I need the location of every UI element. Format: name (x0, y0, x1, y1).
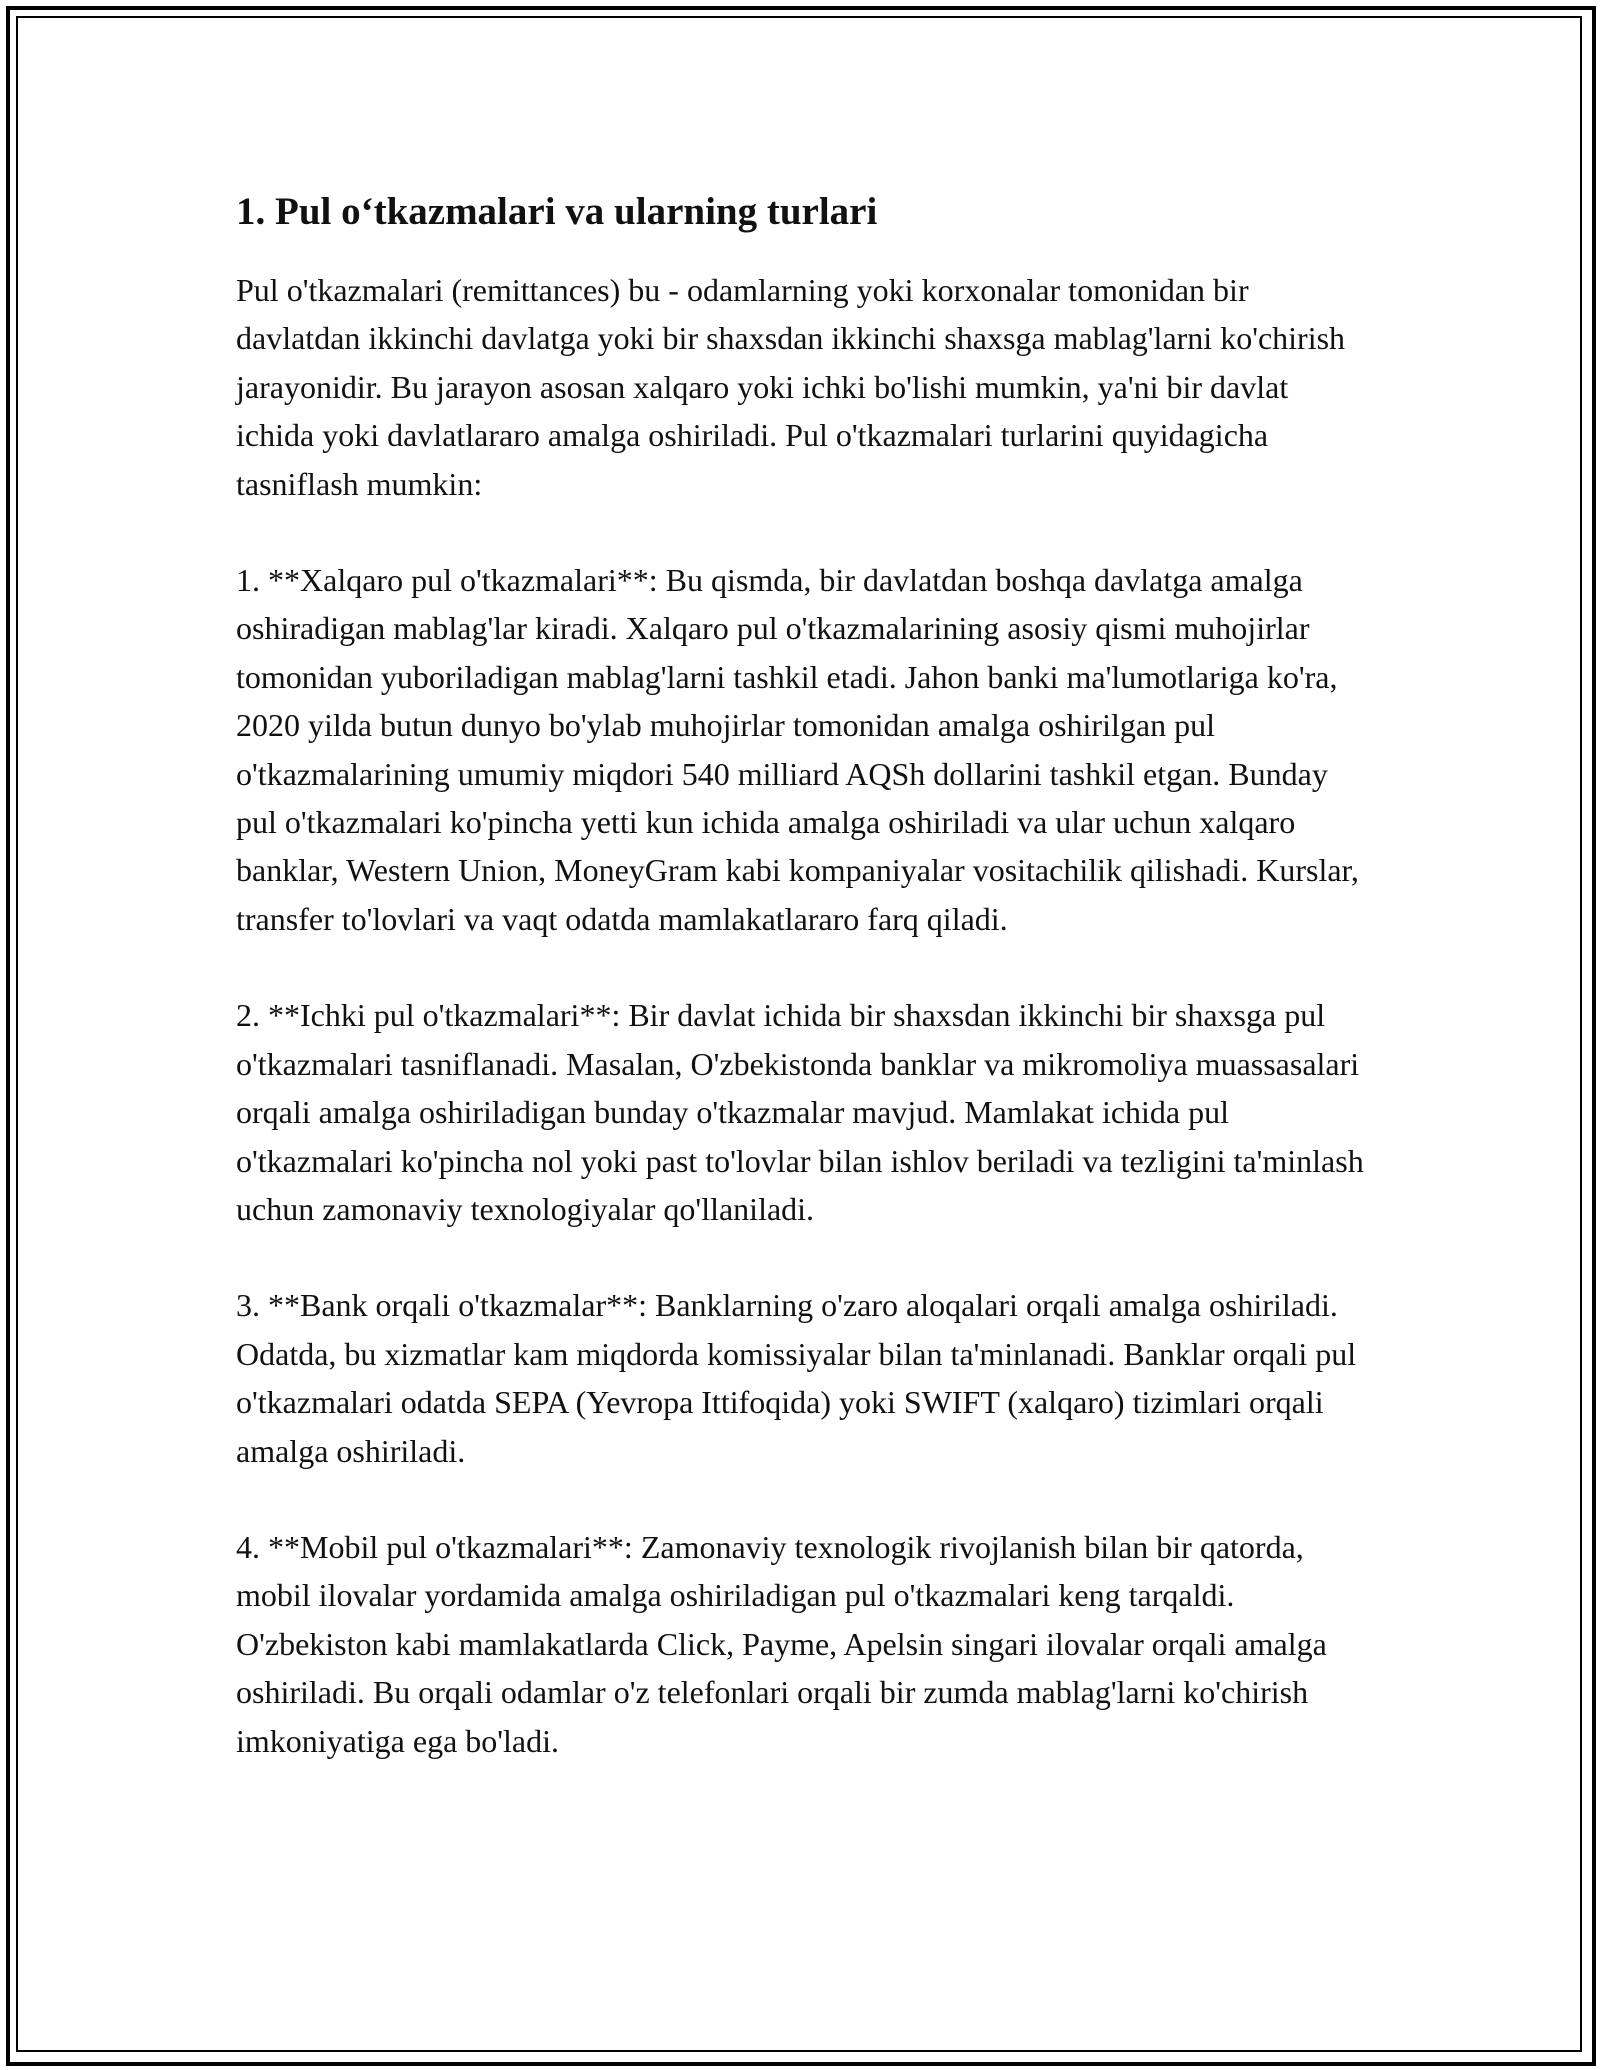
document-body (236, 188, 1366, 1813)
paragraph-domestic-transfers: 2. **Ichki pul o'tkazmalari**: Bir davlat ichida bir shaxsdan ikkinchi bir shaxsga pul o'tkazmalari tasniflanadi. Masalan, O'zbekistonda banklar va mikromoliya muassasalari orqali amalga oshiriladigan bunday o'tkazmalar mavjud. Mamlakat ichida pul o'tkazmalari ko'pincha nol yoki past to'lovlar bilan ishlov beriladi va tezligini ta'minlash uchun zamonaviy texnologiyalar qo'llaniladi. (236, 997, 1364, 1227)
paragraph-international-transfers: 1. **Xalqaro pul o'tkazmalari**: Bu qismda, bir davlatdan boshqa davlatga amalga oshiradigan mablag'lar kiradi. Xalqaro pul o'tkazmalarining asosiy qismi muhojirlar tomonidan yuboriladigan mablag'larni tashkil etadi. Jahon banki ma'lumotlariga ko'ra, 2020 yilda butun dunyo bo'ylab muhojirlar tomonidan amalga oshirilgan pul o'tkazmalarining umumiy miqdori 540 milliard AQSh dollarini tashkil etgan. Bunday pul o'tkazmalari ko'pincha yetti kun ichida amalga oshiriladi va ular uchun xalqaro banklar, Western Union, MoneyGram kabi kompaniyalar vositachilik qilishadi. Kurslar, transfer to'lovlari va vaqt odatda mamlakatlararo farq qiladi. (236, 562, 1359, 937)
paragraph-bank-transfers: 3. **Bank orqali o'tkazmalar**: Banklarning o'zaro aloqalari orqali amalga oshiriladi. Odatda, bu xizmatlar kam miqdorda komissiyalar bilan ta'minlanadi. Banklar orqali pul o'tkazmalari odatda SEPA (Yevropa Ittifoqida) yoki SWIFT (xalqaro) tizimlari orqali amalga oshiriladi. (236, 1287, 1357, 1469)
intro-paragraph: Pul o'tkazmalari (remittances) bu - odamlarning yoki korxonalar tomonidan bir davlatdan ikkinchi davlatga yoki bir shaxsdan ikkinchi shaxsga mablag'larni ko'chirish jarayonidir. Bu jarayon asosan xalqaro yoki ichki bo'lishi mumkin, ya'ni bir davlat ichida yoki davlatlararo amalga oshiriladi. Pul o'tkazmalari turlarini quyidagicha tasniflash mumkin: (236, 272, 1346, 502)
section-heading: 1. Pul o‘tkazmalari va ularning turlari (236, 190, 878, 233)
paragraph-mobile-transfers: 4. **Mobil pul o'tkazmalari**: Zamonaviy texnologik rivojlanish bilan bir qatorda, mobil ilovalar yordamida amalga oshiriladigan pul o'tkazmalari keng tarqaldi. O'zbekiston kabi mamlakatlarda Click, Payme, Apelsin singari ilovalar orqali amalga oshiriladi. Bu orqali odamlar o'z telefonlari orqali bir zumda mablag'larni ko'chirish imkoniyatiga ega bo'ladi. (236, 1528, 1327, 1759)
